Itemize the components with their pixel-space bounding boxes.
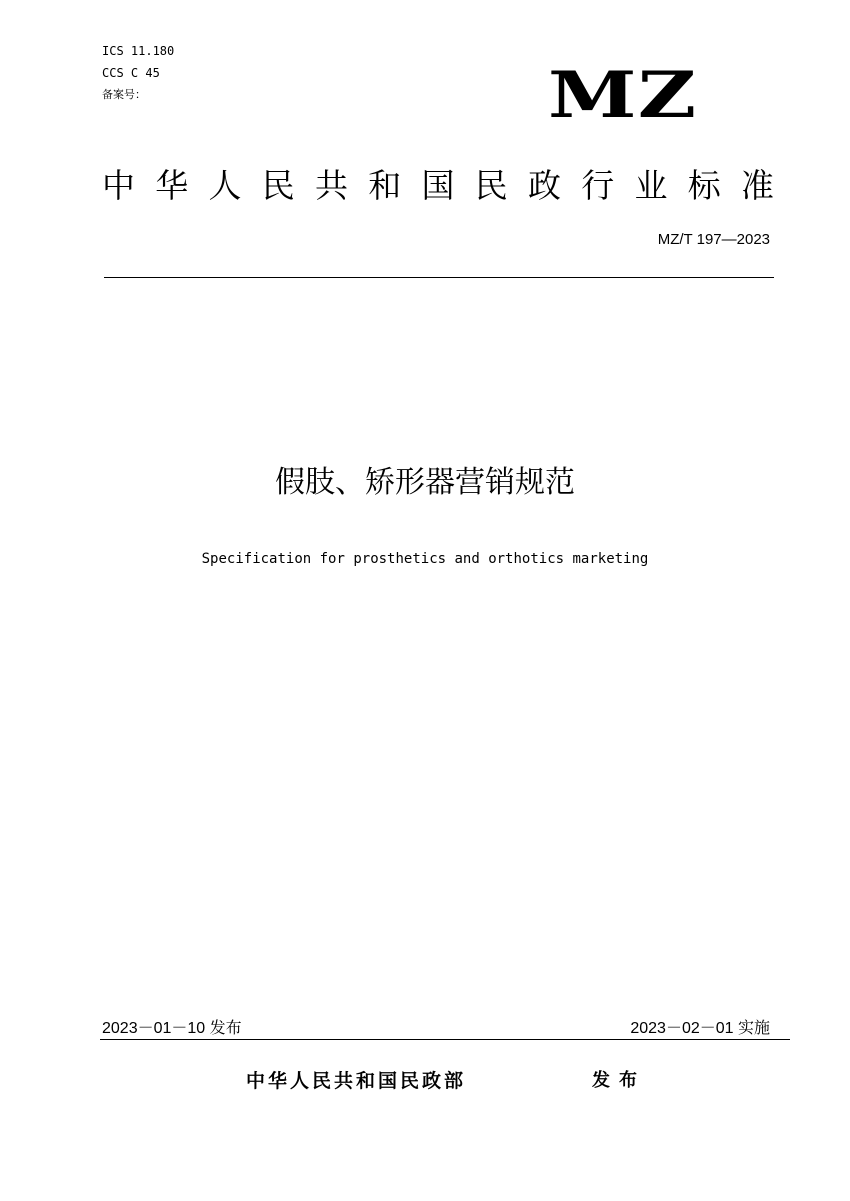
ics-code: ICS 11.180: [102, 44, 175, 58]
issue-date: 2023－01－10 发布: [102, 1020, 242, 1037]
classification-char: 中: [102, 166, 135, 205]
issuing-authority: 中华人民共和国民政部: [246, 1070, 467, 1092]
classification-char: 政: [528, 166, 561, 205]
document-title-english: Specification for prosthetics and orthotics marketing: [201, 551, 649, 567]
implementation-date: 2023－02－01 实施: [630, 1020, 770, 1037]
classification-char: 准: [741, 166, 774, 205]
classification-char: 行: [581, 166, 615, 205]
header-divider: [104, 277, 774, 278]
classification-char: 业: [634, 166, 668, 205]
classification-char: 民: [261, 166, 295, 205]
document-title-chinese: 假肢、矫形器营销规范: [275, 465, 575, 500]
footer-divider: [100, 1039, 790, 1040]
classification-char: 共: [315, 166, 348, 205]
classification-char: 华: [155, 166, 189, 205]
classification-char: 民: [474, 166, 508, 205]
filing-number-label: 备案号：: [102, 88, 146, 101]
classification-char: 和: [368, 166, 402, 205]
publish-label: 发布: [592, 1070, 646, 1091]
mz-logo: MZ: [548, 58, 698, 133]
classification-char: 国: [421, 166, 455, 205]
standard-classification: [102, 164, 774, 208]
classification-char: 人: [208, 166, 242, 205]
ccs-code: CCS C 45: [102, 66, 160, 80]
classification-char: 标: [687, 166, 721, 205]
standard-number: MZ/T 197—2023: [657, 231, 770, 248]
